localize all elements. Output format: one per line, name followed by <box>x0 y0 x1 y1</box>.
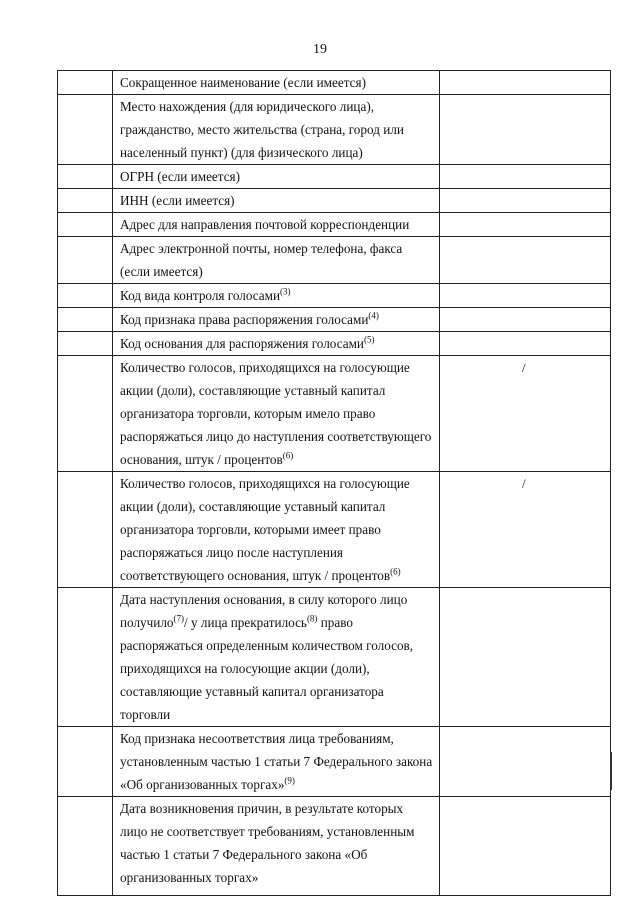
row-label-text: право распоряжаться определенным количеством голосов, приходящихся на голосующие акции (доли), составляющие уставный капитал организатора торговли <box>120 615 414 722</box>
table-row <box>58 588 611 727</box>
table-row <box>58 472 611 588</box>
page-number: 19 <box>313 42 327 57</box>
row-label-text: Код признака права распоряжения голосами <box>120 312 369 327</box>
table-row <box>58 165 611 189</box>
footnote-ref: (8) <box>306 613 318 624</box>
row-number-cell <box>58 356 113 472</box>
row-value-cell <box>440 71 611 95</box>
footnote-ref: (6) <box>390 566 401 577</box>
row-label-text: ИНН (если имеется) <box>120 193 235 208</box>
row-number-cell <box>58 71 113 95</box>
scan-edge-mark <box>610 752 612 790</box>
row-number-cell <box>58 284 113 308</box>
row-label-text: / у лица прекратилось <box>184 615 307 630</box>
row-number-cell <box>58 727 113 797</box>
row-number-cell <box>58 472 113 588</box>
footnote-ref: (5) <box>363 334 375 345</box>
table-row <box>58 189 611 213</box>
row-value-cell <box>440 727 611 797</box>
row-label <box>113 71 440 95</box>
row-label-text: Количество голосов, приходящихся на голосующие акции (доли), составляющие уставный капитал организатора торговли, которым имело право распоряжаться лицо до наступления соответствующего основания, штук / процентов <box>120 360 432 467</box>
row-label-text: ОГРН (если имеется) <box>120 169 241 184</box>
row-label <box>113 356 440 472</box>
row-label-text: Количество голосов, приходящихся на голосующие акции (доли), составляющие уставный капитал организатора торговли, которыми имеет право распоряжаться лицо после наступления соответствующего основания, штук / процентов <box>120 476 410 583</box>
table-row <box>58 797 611 896</box>
row-label <box>113 237 440 284</box>
row-label-text: Место нахождения (для юридического лица), гражданство, место жительства (страна, город или населенный пункт) (для физического лица) <box>120 99 404 160</box>
row-label-text: Адрес электронной почты, номер телефона, факса (если имеется) <box>120 241 403 279</box>
table-row <box>58 95 611 165</box>
row-label <box>113 308 440 332</box>
row-value-cell <box>440 356 611 472</box>
row-value-cell <box>440 95 611 165</box>
row-number-cell <box>58 237 113 284</box>
row-value-cell <box>440 165 611 189</box>
table-row <box>58 332 611 356</box>
row-number-cell <box>58 588 113 727</box>
row-label-text: Сокращенное наименование (если имеется) <box>120 75 366 90</box>
table-row <box>58 284 611 308</box>
row-value-cell <box>440 189 611 213</box>
table-row <box>58 71 611 95</box>
row-number-cell <box>58 213 113 237</box>
table-row <box>58 727 611 797</box>
row-number-cell <box>58 308 113 332</box>
row-value-cell <box>440 308 611 332</box>
row-label-text: Дата возникновения причин, в результате которых лицо не соответствует требованиям, установленным частью 1 статьи 7 Федерального закона «Об организованных торгах» <box>120 801 415 885</box>
row-label <box>113 165 440 189</box>
form-table <box>57 70 611 896</box>
row-label <box>113 213 440 237</box>
footnote-ref: (7) <box>173 613 185 624</box>
row-label <box>113 284 440 308</box>
row-value-cell <box>440 332 611 356</box>
table-row <box>58 308 611 332</box>
row-number-cell <box>58 165 113 189</box>
row-number-cell <box>58 797 113 896</box>
row-value-cell <box>440 213 611 237</box>
table-row <box>58 237 611 284</box>
table-row <box>58 213 611 237</box>
row-value-cell <box>440 797 611 896</box>
row-label-text: Код вида контроля голосами <box>120 288 281 303</box>
table-row <box>58 356 611 472</box>
row-label-text: Дата наступления основания, в силу которого лицо получило <box>120 592 408 630</box>
value-separator: / <box>522 476 526 491</box>
row-label <box>113 797 440 896</box>
row-label <box>113 332 440 356</box>
row-label <box>113 472 440 588</box>
row-label <box>113 189 440 213</box>
row-value-cell <box>440 284 611 308</box>
row-number-cell <box>58 189 113 213</box>
row-label <box>113 727 440 797</box>
footnote-ref: (4) <box>368 310 379 321</box>
row-value-cell <box>440 588 611 727</box>
row-label <box>113 588 440 727</box>
footnote-ref: (9) <box>284 775 295 786</box>
row-number-cell <box>58 95 113 165</box>
row-label-text: Адрес для направления почтовой корреспонденции <box>120 217 410 232</box>
value-separator: / <box>522 360 526 375</box>
row-label-text: Код признака несоответствия лица требованиям, установленным частью 1 статьи 7 Федерального закона «Об организованных торгах» <box>120 731 433 792</box>
footnote-ref: (3) <box>280 286 291 297</box>
footnote-ref: (6) <box>282 450 294 461</box>
row-label <box>113 95 440 165</box>
row-number-cell <box>58 332 113 356</box>
row-value-cell <box>440 472 611 588</box>
row-label-text: Код основания для распоряжения голосами <box>120 336 364 351</box>
row-value-cell <box>440 237 611 284</box>
